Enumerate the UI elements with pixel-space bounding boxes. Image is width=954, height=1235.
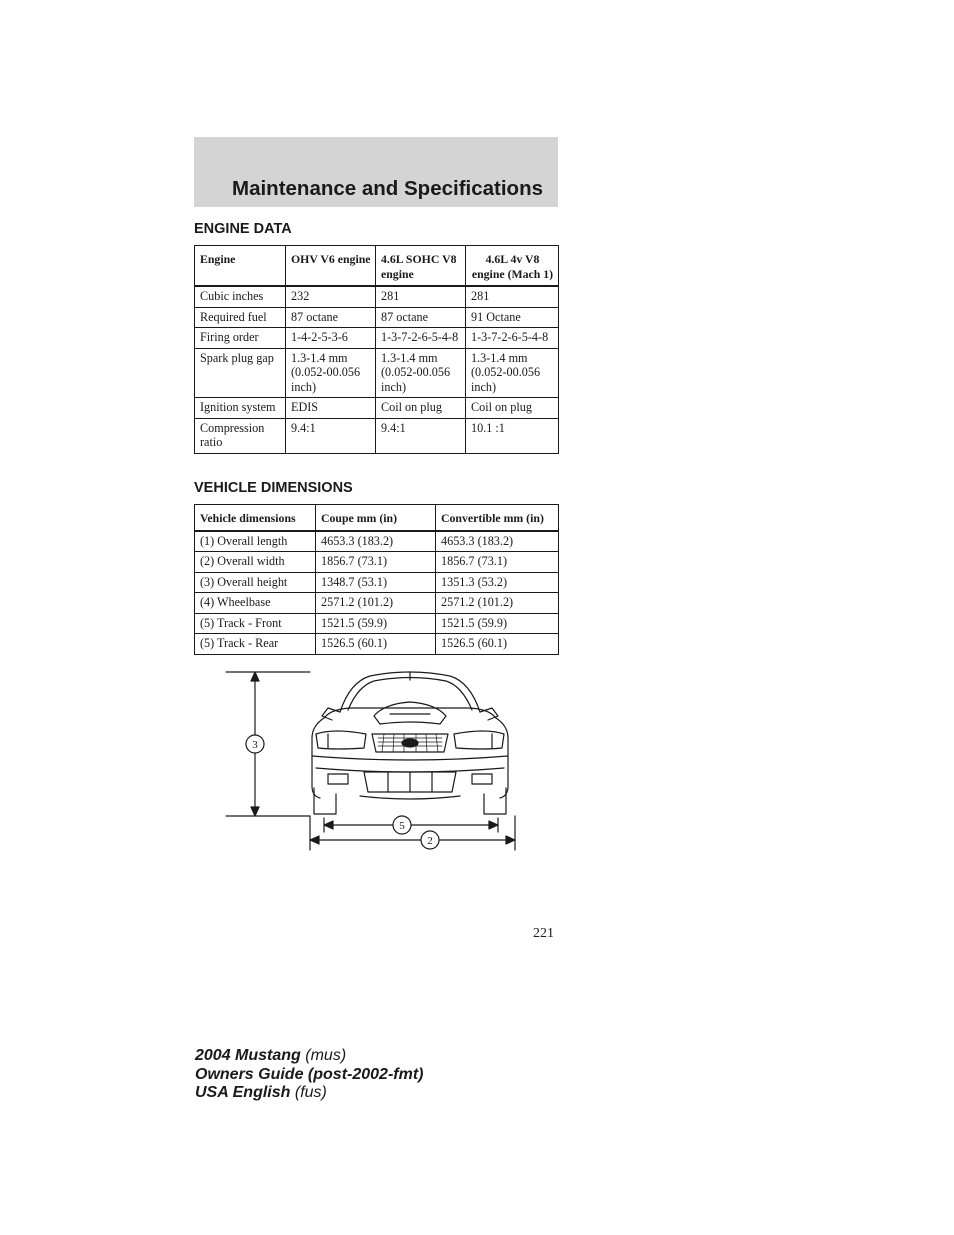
- arrow-left-icon: [324, 821, 333, 829]
- callout-label: 2: [427, 835, 433, 847]
- table-row: [195, 286, 559, 307]
- section-header-band: [194, 137, 558, 207]
- table-cell: 2571.2 (101.2): [316, 593, 436, 614]
- table-cell: 1521.5 (59.9): [316, 613, 436, 634]
- table-cell: Firing order: [195, 328, 286, 349]
- table-header-cell: OHV V6 engine: [286, 246, 376, 287]
- table-header-cell: Vehicle dimensions: [195, 505, 316, 531]
- footer-line-guide: [195, 1066, 423, 1085]
- table-cell: 1856.7 (73.1): [316, 552, 436, 573]
- page-title: Maintenance and Specifications: [232, 177, 543, 200]
- table-cell: 1.3-1.4 mm (0.052-00.056 inch): [286, 348, 376, 398]
- table-cell: 9.4:1: [376, 418, 466, 453]
- callout-track: [393, 816, 411, 834]
- table-cell: 281: [466, 286, 559, 307]
- table-cell: 1526.5 (60.1): [316, 634, 436, 655]
- footer-guide: Owners Guide (post-2002-fmt): [195, 1065, 424, 1083]
- table-row: [195, 307, 559, 328]
- table-cell: 4653.3 (183.2): [436, 531, 559, 552]
- car-body-outline: [312, 672, 508, 814]
- callout-label: 5: [399, 820, 405, 832]
- vehicle-dimensions-table: [194, 504, 559, 655]
- table-cell: 1.3-1.4 mm (0.052-00.056 inch): [466, 348, 559, 398]
- table-cell: 1-3-7-2-6-5-4-8: [466, 328, 559, 349]
- table-row: [195, 348, 559, 398]
- footer-line-language: [195, 1084, 423, 1103]
- arrow-right-icon: [489, 821, 498, 829]
- table-cell: (1) Overall length: [195, 531, 316, 552]
- table-cell: 87 octane: [376, 307, 466, 328]
- table-row: [195, 552, 559, 573]
- table-row: [195, 613, 559, 634]
- footer-language: USA English: [195, 1084, 291, 1101]
- footer-model: 2004 Mustang: [195, 1047, 301, 1064]
- arrow-down-icon: [251, 807, 259, 816]
- table-cell: Spark plug gap: [195, 348, 286, 398]
- table-header-cell: 4.6L 4v V8 engine (Mach 1): [466, 246, 559, 287]
- table-cell: 4653.3 (183.2): [316, 531, 436, 552]
- table-row: [195, 398, 559, 419]
- table-cell: 281: [376, 286, 466, 307]
- table-cell: 1-4-2-5-3-6: [286, 328, 376, 349]
- arrow-up-icon: [251, 672, 259, 681]
- table-header-cell: Convertible mm (in): [436, 505, 559, 531]
- table-cell: (3) Overall height: [195, 572, 316, 593]
- footer-language-code: (fus): [294, 1084, 327, 1101]
- table-cell: 1351.3 (53.2): [436, 572, 559, 593]
- vehicle-front-view-diagram: [224, 668, 524, 854]
- table-cell: (4) Wheelbase: [195, 593, 316, 614]
- table-cell: (5) Track - Front: [195, 613, 316, 634]
- table-cell: 10.1 :1: [466, 418, 559, 453]
- table-row: [195, 418, 559, 453]
- table-cell: 1856.7 (73.1): [436, 552, 559, 573]
- table-cell: Coil on plug: [466, 398, 559, 419]
- table-cell: (5) Track - Rear: [195, 634, 316, 655]
- table-cell: Ignition system: [195, 398, 286, 419]
- table-row: [195, 572, 559, 593]
- table-cell: 9.4:1: [286, 418, 376, 453]
- table-header-row: [195, 246, 559, 287]
- table-row: [195, 634, 559, 655]
- callout-width: [421, 831, 439, 849]
- table-cell: 1348.7 (53.1): [316, 572, 436, 593]
- table-cell: 1.3-1.4 mm (0.052-00.056 inch): [376, 348, 466, 398]
- table-cell: Compression ratio: [195, 418, 286, 453]
- table-cell: 87 octane: [286, 307, 376, 328]
- engine-data-heading: ENGINE DATA: [194, 221, 292, 237]
- table-row: [195, 531, 559, 552]
- callout-label: 3: [252, 739, 258, 751]
- table-header-row: [195, 505, 559, 531]
- table-cell: Coil on plug: [376, 398, 466, 419]
- table-cell: 232: [286, 286, 376, 307]
- arrow-right-icon: [506, 836, 515, 844]
- table-cell: Required fuel: [195, 307, 286, 328]
- callout-height: [246, 735, 264, 753]
- table-cell: 91 Octane: [466, 307, 559, 328]
- table-cell: 1-3-7-2-6-5-4-8: [376, 328, 466, 349]
- table-header-cell: Coupe mm (in): [316, 505, 436, 531]
- table-cell: 1521.5 (59.9): [436, 613, 559, 634]
- table-row: [195, 593, 559, 614]
- table-header-cell: 4.6L SOHC V8 engine: [376, 246, 466, 287]
- page-number: 221: [533, 926, 554, 941]
- table-header-cell: Engine: [195, 246, 286, 287]
- table-cell: (2) Overall width: [195, 552, 316, 573]
- table-cell: Cubic inches: [195, 286, 286, 307]
- vehicle-dimensions-heading: VEHICLE DIMENSIONS: [194, 480, 353, 496]
- footer-model-code: (mus): [305, 1047, 347, 1064]
- footer-line-model: [195, 1047, 423, 1066]
- table-cell: 1526.5 (60.1): [436, 634, 559, 655]
- table-row: [195, 328, 559, 349]
- document-footer: [195, 1047, 423, 1103]
- table-cell: 2571.2 (101.2): [436, 593, 559, 614]
- table-cell: EDIS: [286, 398, 376, 419]
- arrow-left-icon: [310, 836, 319, 844]
- engine-data-table: [194, 245, 559, 454]
